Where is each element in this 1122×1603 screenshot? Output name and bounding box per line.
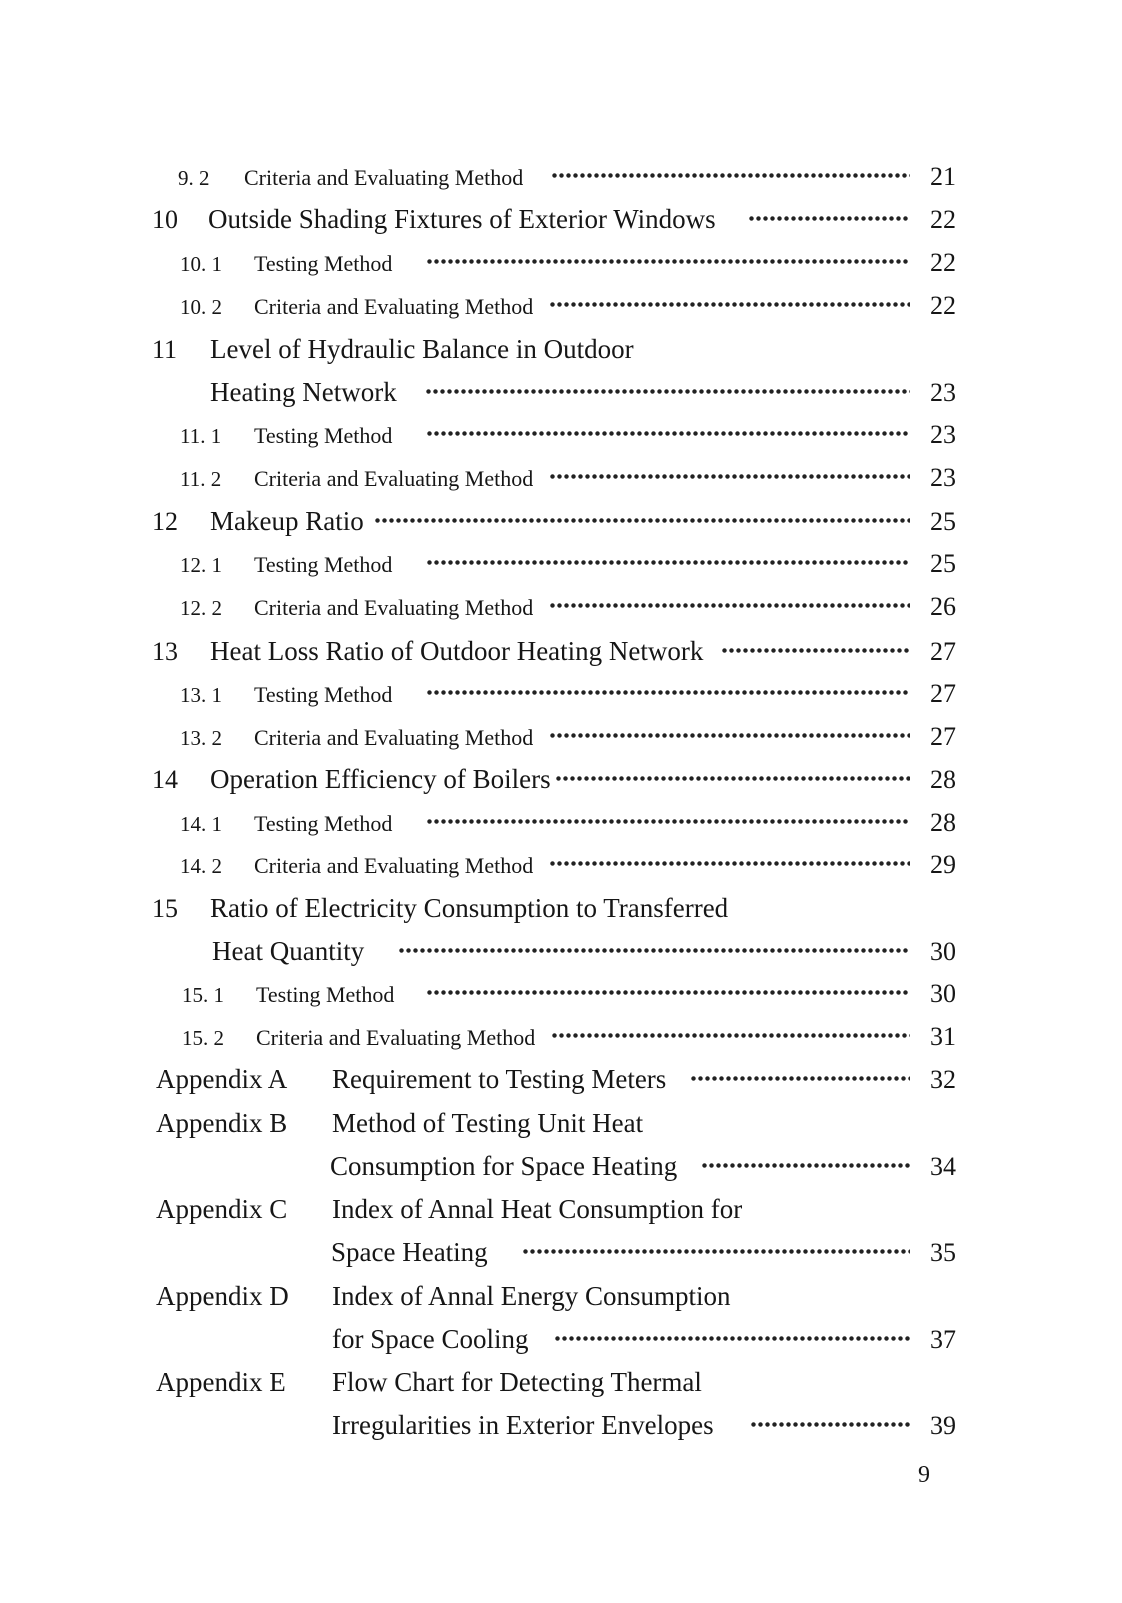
entry-title: Heating Network bbox=[210, 377, 397, 407]
entry-title: Method of Testing Unit Heat bbox=[332, 1108, 644, 1138]
page-ref: 25 bbox=[930, 549, 956, 578]
section-number: 11. 2 bbox=[180, 467, 222, 491]
entry-title: Criteria and Evaluating Method bbox=[254, 466, 534, 491]
page-ref: 27 bbox=[930, 679, 956, 708]
page-ref: 32 bbox=[930, 1065, 956, 1094]
page-ref: 34 bbox=[930, 1152, 956, 1181]
page-ref: 28 bbox=[930, 808, 956, 837]
dot-leader bbox=[551, 163, 910, 179]
dot-leader bbox=[426, 249, 910, 265]
toc-entry bbox=[0, 204, 1122, 244]
entry-title: Outside Shading Fixtures of Exterior Windows bbox=[208, 204, 716, 234]
dot-leader bbox=[522, 1239, 910, 1255]
appendix-label: Appendix C bbox=[156, 1194, 288, 1224]
section-number: 9. 2 bbox=[178, 166, 210, 190]
page-ref: 27 bbox=[930, 637, 956, 666]
toc-entry bbox=[0, 1194, 1122, 1234]
section-number: 14. 2 bbox=[180, 854, 222, 878]
toc-entry-continued bbox=[0, 1410, 1122, 1450]
page-ref: 26 bbox=[930, 592, 956, 621]
dot-leader bbox=[549, 464, 910, 480]
page-ref: 39 bbox=[930, 1411, 956, 1440]
chapter-number: 14 bbox=[152, 765, 178, 794]
toc-entry bbox=[0, 506, 1122, 546]
entry-title: Criteria and Evaluating Method bbox=[254, 595, 534, 620]
page-ref: 28 bbox=[930, 765, 956, 794]
appendix-label: Appendix D bbox=[156, 1281, 289, 1311]
entry-title: Testing Method bbox=[254, 811, 393, 836]
chapter-number: 11 bbox=[152, 335, 178, 364]
chapter-number: 12 bbox=[152, 507, 178, 536]
toc-entry bbox=[0, 1108, 1122, 1148]
entry-title: Operation Efficiency of Boilers bbox=[210, 764, 551, 794]
toc-entry bbox=[0, 764, 1122, 804]
entry-title: Criteria and Evaluating Method bbox=[254, 294, 534, 319]
entry-title: Index of Annal Energy Consumption bbox=[332, 1281, 731, 1311]
entry-title: Level of Hydraulic Balance in Outdoor bbox=[210, 334, 634, 364]
entry-title: Criteria and Evaluating Method bbox=[244, 165, 524, 190]
page-ref: 23 bbox=[930, 378, 956, 407]
toc-entry bbox=[0, 162, 1122, 202]
toc-entry bbox=[0, 1281, 1122, 1321]
section-number: 12. 1 bbox=[180, 553, 222, 577]
entry-title: Testing Method bbox=[256, 982, 395, 1007]
toc-entry-continued bbox=[0, 936, 1122, 976]
toc-entry-continued bbox=[0, 1151, 1122, 1191]
toc-entry bbox=[0, 334, 1122, 374]
dot-leader bbox=[554, 1326, 910, 1342]
page-ref: 25 bbox=[930, 507, 956, 536]
toc-entry bbox=[0, 679, 1122, 719]
entry-title: for Space Cooling bbox=[332, 1324, 529, 1354]
toc-entry bbox=[0, 979, 1122, 1019]
entry-title: Ratio of Electricity Consumption to Transferred bbox=[210, 893, 729, 923]
entry-title: Criteria and Evaluating Method bbox=[254, 725, 534, 750]
entry-title: Heat Quantity bbox=[212, 936, 365, 966]
toc-entry bbox=[0, 1022, 1122, 1062]
dot-leader bbox=[748, 206, 910, 222]
page-ref: 30 bbox=[930, 937, 956, 966]
entry-title: Requirement to Testing Meters bbox=[332, 1064, 667, 1094]
entry-title: Irregularities in Exterior Envelopes bbox=[332, 1410, 714, 1440]
section-number: 10. 1 bbox=[180, 252, 222, 276]
section-number: 14. 1 bbox=[180, 812, 222, 836]
toc-entry bbox=[0, 808, 1122, 848]
dot-leader bbox=[721, 638, 910, 654]
chapter-number: 13 bbox=[152, 637, 178, 666]
entry-title: Criteria and Evaluating Method bbox=[254, 853, 534, 878]
dot-leader bbox=[549, 292, 910, 308]
chapter-number: 10 bbox=[152, 205, 178, 234]
entry-title: Testing Method bbox=[254, 682, 393, 707]
dot-leader bbox=[398, 938, 910, 954]
dot-leader bbox=[426, 550, 910, 566]
appendix-label: Appendix E bbox=[156, 1367, 286, 1397]
toc-entry bbox=[0, 636, 1122, 676]
page-ref: 31 bbox=[930, 1022, 956, 1051]
dot-leader bbox=[374, 508, 910, 524]
page-ref: 23 bbox=[930, 463, 956, 492]
page-ref: 29 bbox=[930, 850, 956, 879]
dot-leader bbox=[426, 680, 910, 696]
toc-entry bbox=[0, 291, 1122, 331]
toc-entry bbox=[0, 722, 1122, 762]
section-number: 10. 2 bbox=[180, 295, 222, 319]
toc-entry bbox=[0, 1064, 1122, 1104]
toc-entry bbox=[0, 850, 1122, 890]
entry-title: Heat Loss Ratio of Outdoor Heating Network bbox=[210, 636, 704, 666]
entry-title: Criteria and Evaluating Method bbox=[256, 1025, 536, 1050]
page-ref: 22 bbox=[930, 291, 956, 320]
page-ref: 37 bbox=[930, 1325, 956, 1354]
dot-leader bbox=[549, 593, 910, 609]
entry-title: Testing Method bbox=[254, 423, 393, 448]
page-ref: 30 bbox=[930, 979, 956, 1008]
dot-leader bbox=[701, 1153, 910, 1169]
page-ref: 22 bbox=[930, 205, 956, 234]
chapter-number: 15 bbox=[152, 894, 178, 923]
section-number: 15. 2 bbox=[182, 1026, 224, 1050]
dot-leader bbox=[551, 1023, 910, 1039]
section-number: 13. 2 bbox=[180, 726, 222, 750]
dot-leader bbox=[549, 723, 910, 739]
page-ref: 22 bbox=[930, 248, 956, 277]
page-ref: 23 bbox=[930, 420, 956, 449]
section-number: 12. 2 bbox=[180, 596, 222, 620]
dot-leader bbox=[426, 980, 910, 996]
dot-leader bbox=[426, 809, 910, 825]
toc-entry bbox=[0, 592, 1122, 632]
entry-title: Space Heating bbox=[331, 1237, 488, 1267]
entry-title: Flow Chart for Detecting Thermal bbox=[332, 1367, 702, 1397]
entry-title: Index of Annal Heat Consumption for bbox=[332, 1194, 743, 1224]
page-ref: 21 bbox=[930, 162, 956, 191]
entry-title: Testing Method bbox=[254, 251, 393, 276]
appendix-label: Appendix A bbox=[156, 1064, 288, 1094]
page-ref: 35 bbox=[930, 1238, 956, 1267]
section-number: 15. 1 bbox=[182, 983, 224, 1007]
entry-title: Testing Method bbox=[254, 552, 393, 577]
toc-entry bbox=[0, 893, 1122, 933]
toc-entry bbox=[0, 463, 1122, 503]
dot-leader bbox=[555, 766, 910, 782]
toc-entry-continued bbox=[0, 377, 1122, 417]
appendix-label: Appendix B bbox=[156, 1108, 288, 1138]
page-ref: 27 bbox=[930, 722, 956, 751]
dot-leader bbox=[549, 851, 910, 867]
dot-leader bbox=[425, 379, 910, 395]
toc-entry-continued bbox=[0, 1237, 1122, 1277]
toc-entry bbox=[0, 1367, 1122, 1407]
dot-leader bbox=[750, 1412, 910, 1428]
toc-entry bbox=[0, 420, 1122, 460]
entry-title: Makeup Ratio bbox=[210, 506, 364, 536]
page-number: 9 bbox=[918, 1462, 930, 1488]
entry-title: Consumption for Space Heating bbox=[330, 1151, 678, 1181]
section-number: 13. 1 bbox=[180, 683, 222, 707]
dot-leader bbox=[426, 421, 910, 437]
dot-leader bbox=[690, 1066, 910, 1082]
toc-entry-continued bbox=[0, 1324, 1122, 1364]
toc-entry bbox=[0, 248, 1122, 288]
toc-entry bbox=[0, 549, 1122, 589]
section-number: 11. 1 bbox=[180, 424, 222, 448]
